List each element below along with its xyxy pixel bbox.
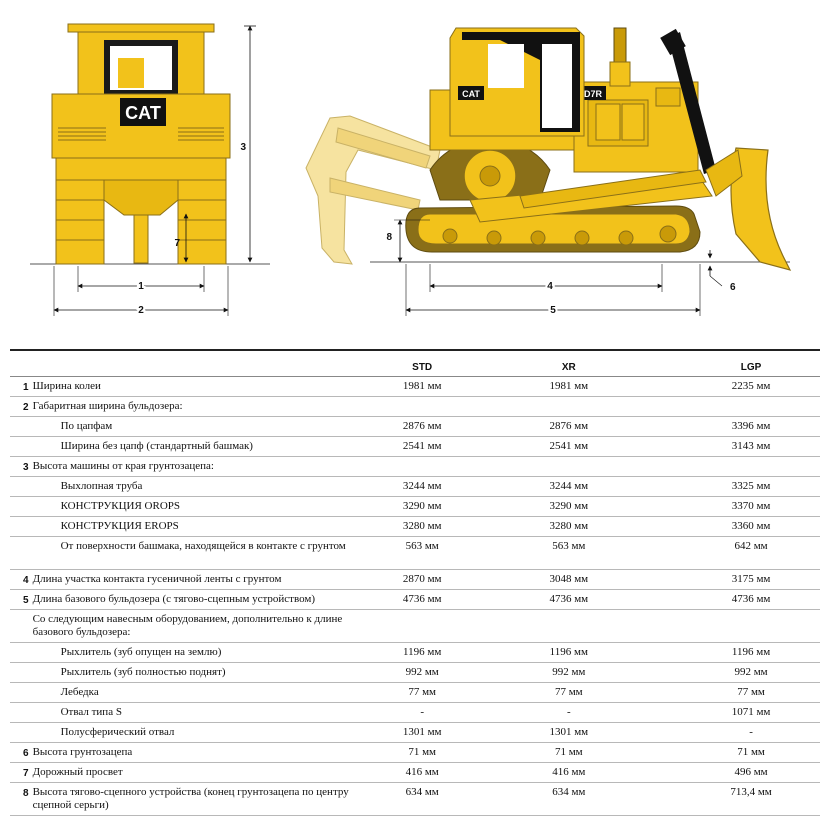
table-row <box>10 397 820 417</box>
front-cat-logo: CAT <box>125 103 161 123</box>
row-label: Высота тягово-сцепного устройства (конец грунтозацепа по центру сцепной серьги) <box>29 783 349 816</box>
table-row <box>10 537 820 570</box>
table-row <box>10 610 820 643</box>
table-row <box>10 743 820 763</box>
model-badge: D7R <box>583 89 603 99</box>
row-label: КОНСТРУКЦИЯ EROPS <box>29 517 349 537</box>
value-lgp: - <box>642 723 820 743</box>
value-std: 3244 мм <box>349 477 496 497</box>
row-number: 8 <box>10 783 29 816</box>
row-label: Отвал типа S <box>29 703 349 723</box>
value-std: 1196 мм <box>349 643 496 663</box>
row-number <box>10 497 29 517</box>
value-std: 634 мм <box>349 783 496 816</box>
value-lgp: 2235 мм <box>642 377 820 397</box>
table-row <box>10 723 820 743</box>
row-number <box>10 517 29 537</box>
row-number: 4 <box>10 570 29 590</box>
row-label: Ширина колеи <box>29 377 349 397</box>
row-label: Лебедка <box>29 683 349 703</box>
row-label: Ширина без цапф (стандартный башмак) <box>29 437 349 457</box>
value-xr: 77 мм <box>495 683 642 703</box>
dim-label-2: 2 <box>138 305 144 316</box>
row-number <box>10 663 29 683</box>
table-row <box>10 570 820 590</box>
value-xr: 416 мм <box>495 763 642 783</box>
value-lgp: 4736 мм <box>642 590 820 610</box>
side-view-bulldozer <box>306 28 790 270</box>
value-xr: 2876 мм <box>495 417 642 437</box>
value-lgp <box>642 397 820 417</box>
value-lgp: 642 мм <box>642 537 820 570</box>
row-number <box>10 703 29 723</box>
row-label: Рыхлитель (зуб полностью поднят) <box>29 663 349 683</box>
value-std: 2876 мм <box>349 417 496 437</box>
dim-label-8: 8 <box>386 232 392 243</box>
value-std: 4736 мм <box>349 590 496 610</box>
table-row <box>10 643 820 663</box>
row-number: 5 <box>10 590 29 610</box>
row-number <box>10 417 29 437</box>
row-number <box>10 477 29 497</box>
table-header-row <box>10 350 820 377</box>
value-lgp: 71 мм <box>642 743 820 763</box>
value-xr: - <box>495 703 642 723</box>
value-xr: 3280 мм <box>495 517 642 537</box>
row-label: Высота грунтозацепа <box>29 743 349 763</box>
value-xr <box>495 397 642 417</box>
value-std <box>349 610 496 643</box>
value-std <box>349 397 496 417</box>
value-lgp: 992 мм <box>642 663 820 683</box>
column-header-std: STD <box>349 350 496 377</box>
table-row <box>10 783 820 816</box>
row-number: 6 <box>10 743 29 763</box>
row-label: Высота машины от края грунтозацепа: <box>29 457 349 477</box>
row-number <box>10 437 29 457</box>
dim-label-5: 5 <box>550 305 556 316</box>
dim-label-6: 6 <box>730 282 736 293</box>
value-xr: 992 мм <box>495 663 642 683</box>
value-std: 416 мм <box>349 763 496 783</box>
table-row <box>10 437 820 457</box>
value-xr <box>495 610 642 643</box>
bulldozer-dimension-figure <box>0 0 833 330</box>
value-lgp: 1196 мм <box>642 643 820 663</box>
table-row <box>10 377 820 397</box>
value-xr: 563 мм <box>495 537 642 570</box>
row-number: 7 <box>10 763 29 783</box>
table-row <box>10 457 820 477</box>
value-xr: 1301 мм <box>495 723 642 743</box>
value-std: 2541 мм <box>349 437 496 457</box>
row-number: 2 <box>10 397 29 417</box>
row-number: 1 <box>10 377 29 397</box>
value-std: - <box>349 703 496 723</box>
value-xr: 71 мм <box>495 743 642 763</box>
value-xr: 3290 мм <box>495 497 642 517</box>
row-label: От поверхности башмака, находящейся в контакте с грунтом <box>29 537 349 570</box>
value-lgp: 77 мм <box>642 683 820 703</box>
specifications-table <box>10 349 820 816</box>
value-std: 71 мм <box>349 743 496 763</box>
dim-label-7: 7 <box>174 238 180 249</box>
row-label: КОНСТРУКЦИЯ OROPS <box>29 497 349 517</box>
table-row <box>10 763 820 783</box>
value-xr: 4736 мм <box>495 590 642 610</box>
column-header-xr: XR <box>495 350 642 377</box>
value-std: 3290 мм <box>349 497 496 517</box>
dim-label-3: 3 <box>240 142 246 153</box>
row-label: Длина базового бульдозера (с тягово-сцепным устройством) <box>29 590 349 610</box>
value-std: 1981 мм <box>349 377 496 397</box>
value-lgp <box>642 457 820 477</box>
row-number <box>10 537 29 570</box>
row-label: По цапфам <box>29 417 349 437</box>
row-label: Полусферический отвал <box>29 723 349 743</box>
value-std: 2870 мм <box>349 570 496 590</box>
row-number <box>10 723 29 743</box>
value-lgp: 3360 мм <box>642 517 820 537</box>
row-label: Длина участка контакта гусеничной ленты с грунтом <box>29 570 349 590</box>
value-lgp: 1071 мм <box>642 703 820 723</box>
table-row <box>10 517 820 537</box>
row-number <box>10 643 29 663</box>
row-label: Выхлопная труба <box>29 477 349 497</box>
table-row <box>10 417 820 437</box>
row-number: 3 <box>10 457 29 477</box>
value-lgp: 3325 мм <box>642 477 820 497</box>
value-lgp <box>642 610 820 643</box>
value-std: 1301 мм <box>349 723 496 743</box>
value-lgp: 3396 мм <box>642 417 820 437</box>
value-lgp: 713,4 мм <box>642 783 820 816</box>
value-lgp: 3370 мм <box>642 497 820 517</box>
value-lgp: 496 мм <box>642 763 820 783</box>
value-xr: 3048 мм <box>495 570 642 590</box>
value-xr: 634 мм <box>495 783 642 816</box>
table-row <box>10 590 820 610</box>
value-lgp: 3143 мм <box>642 437 820 457</box>
value-xr: 3244 мм <box>495 477 642 497</box>
value-xr <box>495 457 642 477</box>
column-header-lgp: LGP <box>642 350 820 377</box>
dim-label-1: 1 <box>138 281 144 292</box>
dim-label-4: 4 <box>547 281 553 292</box>
side-cat-logo: CAT <box>462 89 480 99</box>
value-xr: 2541 мм <box>495 437 642 457</box>
row-label: Габаритная ширина бульдозера: <box>29 397 349 417</box>
row-label: Дорожный просвет <box>29 763 349 783</box>
value-std: 992 мм <box>349 663 496 683</box>
value-std: 77 мм <box>349 683 496 703</box>
table-row <box>10 663 820 683</box>
value-xr: 1196 мм <box>495 643 642 663</box>
table-row <box>10 497 820 517</box>
value-xr: 1981 мм <box>495 377 642 397</box>
table-row <box>10 703 820 723</box>
row-label: Со следующим навесным оборудованием, дополнительно к длине базового бульдозера: <box>29 610 349 643</box>
value-lgp: 3175 мм <box>642 570 820 590</box>
table-row <box>10 477 820 497</box>
value-std: 3280 мм <box>349 517 496 537</box>
row-number <box>10 610 29 643</box>
row-number <box>10 683 29 703</box>
table-row <box>10 683 820 703</box>
row-label: Рыхлитель (зуб опущен на землю) <box>29 643 349 663</box>
value-std <box>349 457 496 477</box>
value-std: 563 мм <box>349 537 496 570</box>
front-view-bulldozer <box>52 24 230 264</box>
